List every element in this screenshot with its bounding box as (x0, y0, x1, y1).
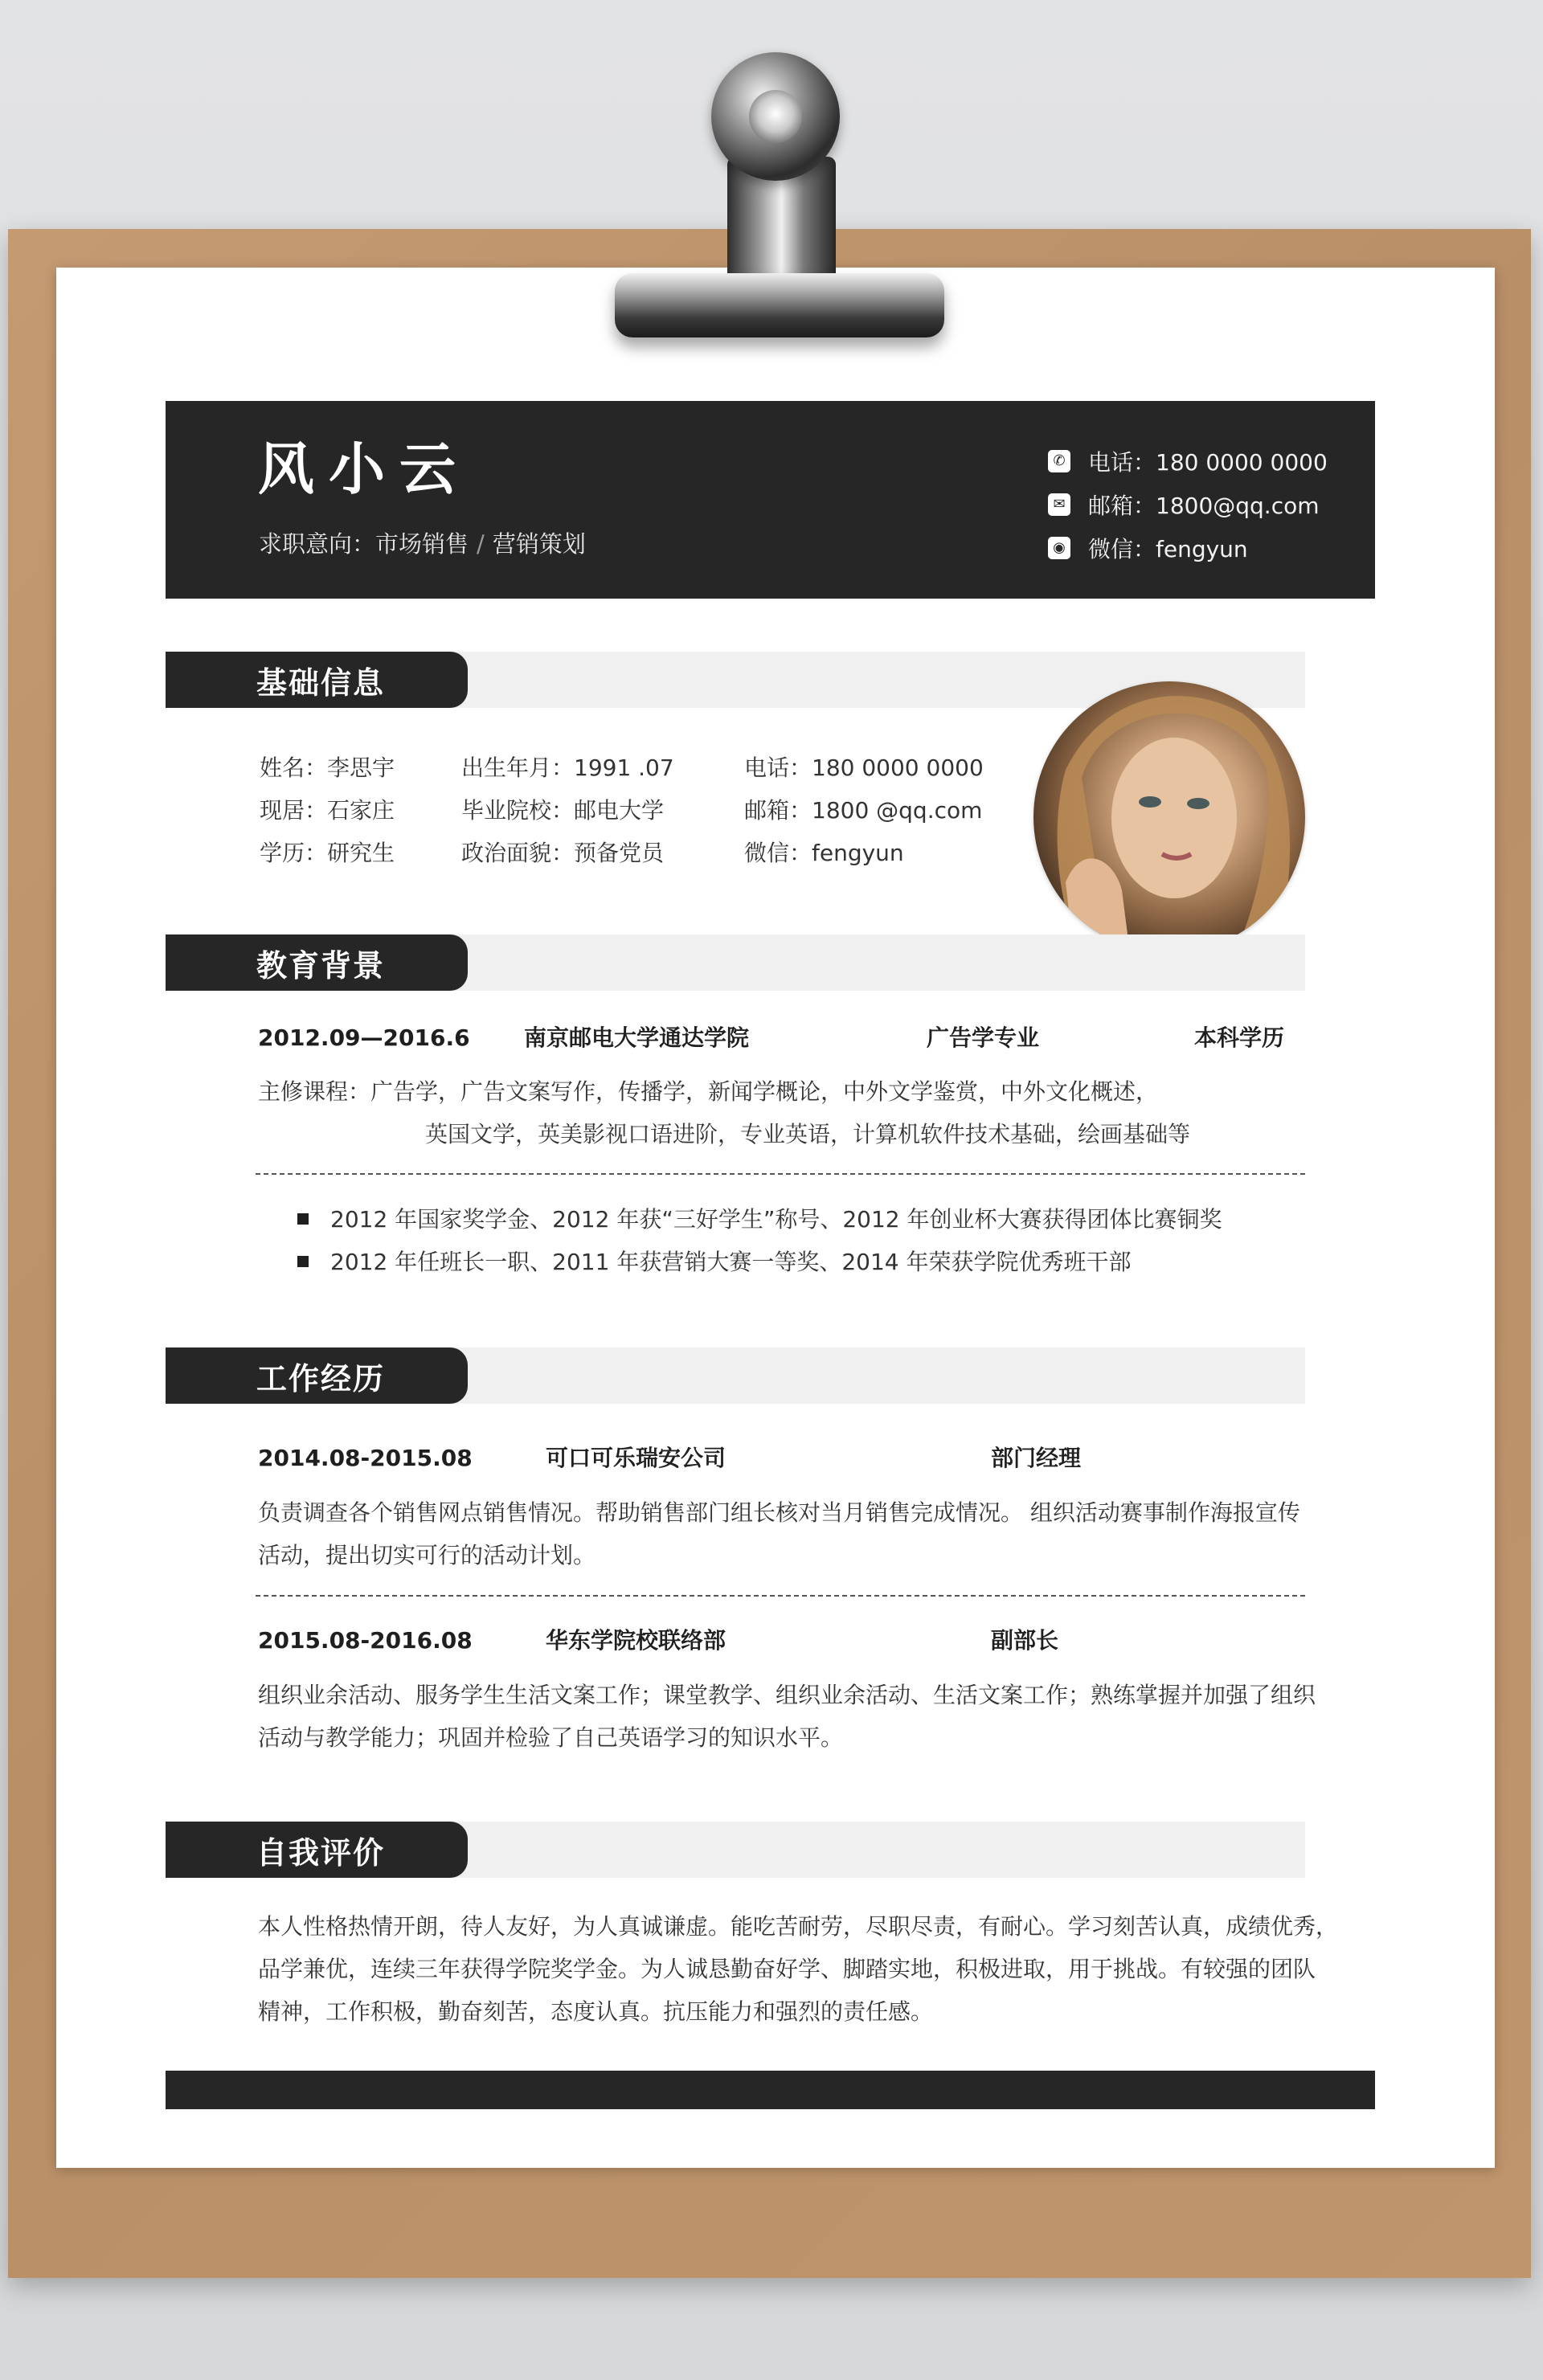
job-description-line2: 活动，提出切实可行的活动计划。 (258, 1542, 596, 1568)
award-item: 2012 年国家奖学金、2012 年获“三好学生”称号、2012 年创业杯大赛获得团体比赛铜奖 (330, 1206, 1222, 1233)
job-description-line1: 组织业余活动、服务学生生活文案工作；课堂教学、组织业余活动、生活文案工作；熟练掌握并加强了组织 (258, 1682, 1316, 1708)
award-bullet-icon (297, 1256, 309, 1267)
footer-bar (166, 2071, 1375, 2109)
job-company: 华东学院校联络部 (546, 1627, 726, 1654)
self-evaluation-line1: 本人性格热情开朗，待人友好，为人真诚谦虚。能吃苦耐劳，尽职尽责，有耐心。学习刻苦认真，成绩优秀， (258, 1913, 1339, 1940)
section-education-title: 教育背景 (166, 934, 468, 991)
self-evaluation-line2: 品学兼优，连续三年获得学院奖学金。为人诚恳勤奋好学、脚踏实地，积极进取，用于挑战。有较强的团队 (258, 1956, 1316, 1982)
basic-politics: 政治面貌：预备党员 (461, 840, 665, 866)
job-description-line2: 活动与教学能力；巩固并检验了自己英语学习的知识水平。 (258, 1724, 844, 1751)
job-intent (259, 526, 586, 559)
basic-birth: 出生年月：1991 .07 (461, 754, 674, 781)
job-intent-label: 求职意向： (259, 530, 376, 558)
phone-icon: ✆ (1048, 450, 1070, 472)
basic-phone: 电话：180 0000 0000 (744, 754, 984, 781)
award-item: 2012 年任班长一职、2011 年获营销大赛一等奖、2014 年荣获学院优秀班干部 (330, 1249, 1132, 1275)
profile-photo (1033, 681, 1305, 953)
contact-wechat-text: 微信：fengyun (1088, 536, 1248, 562)
section-work-experience (166, 1347, 1305, 1404)
job-period: 2015.08-2016.08 (258, 1627, 473, 1654)
work-divider (256, 1595, 1305, 1597)
job-role: 部门经理 (991, 1445, 1082, 1471)
section-education (166, 934, 1305, 991)
contact-wechat (1048, 526, 1328, 570)
header-banner (166, 401, 1375, 599)
basic-school: 毕业院校：邮电大学 (461, 797, 665, 824)
education-divider (256, 1173, 1305, 1175)
profile-photo-art (1033, 681, 1305, 953)
job-role: 副部长 (991, 1627, 1059, 1654)
education-school: 南京邮电大学通达学院 (524, 1024, 750, 1051)
job-intent-separator: / (477, 530, 485, 558)
section-self-evaluation (166, 1822, 1305, 1878)
contact-email (1048, 483, 1328, 526)
job-company: 可口可乐瑞安公司 (546, 1445, 726, 1471)
basic-education: 学历：研究生 (260, 840, 395, 866)
job-period: 2014.08-2015.08 (258, 1445, 473, 1471)
binder-clip-base (615, 273, 944, 337)
contact-phone (1048, 440, 1328, 483)
section-basic-info-title: 基础信息 (166, 652, 468, 708)
candidate-name: 风小云 (258, 436, 470, 502)
job-intent-first: 市场销售 (375, 530, 469, 558)
basic-name: 姓名：李思宇 (260, 754, 395, 781)
mail-icon: ✉ (1048, 493, 1070, 516)
education-major: 广告学专业 (927, 1024, 1040, 1051)
section-work-experience-title: 工作经历 (166, 1347, 468, 1404)
self-evaluation-line3: 精神，工作积极，勤奋刻苦，态度认真。抗压能力和强烈的责任感。 (258, 1998, 934, 2025)
header-contacts (1048, 440, 1328, 570)
education-courses-line1: 主修课程：广告学，广告文案写作，传播学，新闻学概论，中外文学鉴赏，中外文化概述， (258, 1078, 1159, 1105)
award-bullet-icon (297, 1213, 309, 1225)
section-self-evaluation-title: 自我评价 (166, 1822, 468, 1878)
education-period: 2012.09—2016.6 (258, 1024, 470, 1051)
contact-email-text: 邮箱：1800@qq.com (1088, 493, 1320, 519)
education-courses-line2: 英国文学，英美影视口语进阶，专业英语，计算机软件技术基础，绘画基础等 (425, 1121, 1191, 1147)
contact-phone-text: 电话：180 0000 0000 (1088, 449, 1328, 476)
job-description-line1: 负责调查各个销售网点销售情况。帮助销售部门组长核对当月销售完成情况。 组织活动赛事制作海报宣传 (258, 1499, 1300, 1526)
basic-wechat: 微信：fengyun (744, 840, 904, 866)
basic-email: 邮箱：1800 @qq.com (744, 797, 983, 824)
binder-clip-hole (749, 90, 802, 143)
job-intent-second: 营销策划 (492, 530, 586, 558)
education-degree: 本科学历 (1194, 1024, 1285, 1051)
basic-residence: 现居：石家庄 (260, 797, 395, 824)
wechat-icon: ◉ (1048, 537, 1070, 559)
